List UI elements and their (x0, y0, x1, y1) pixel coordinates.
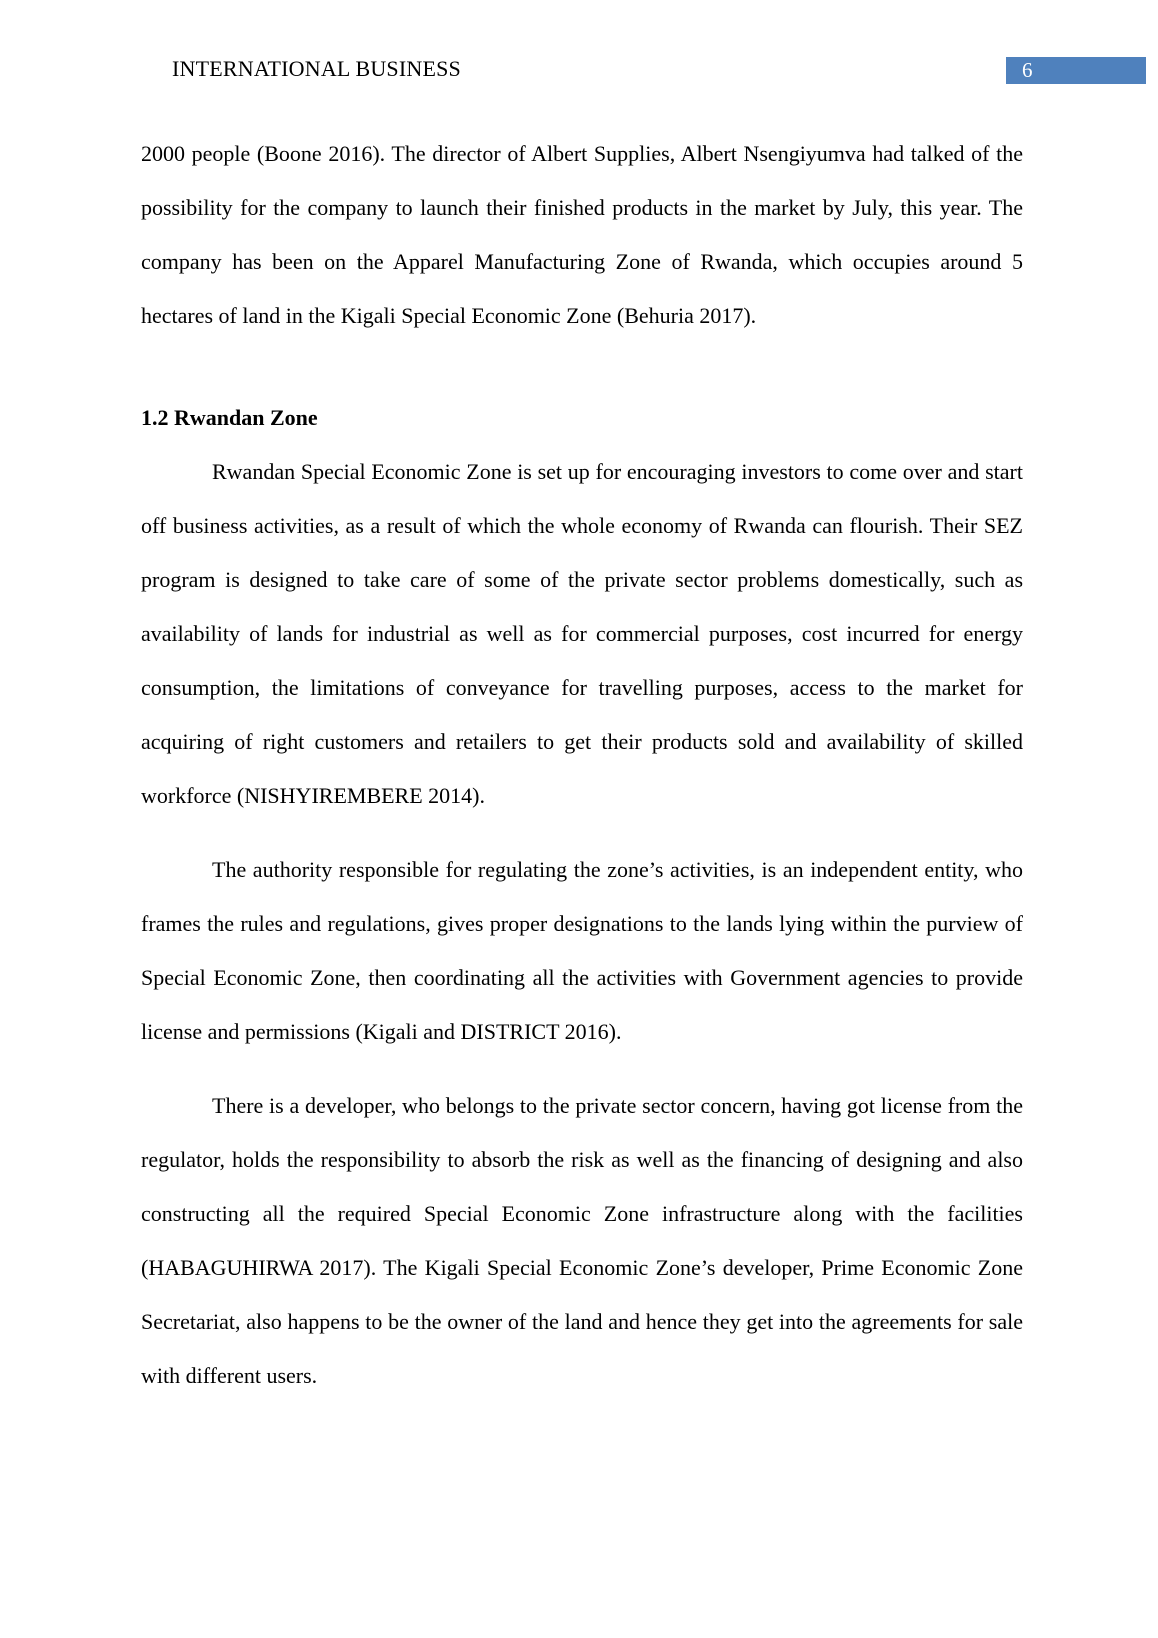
document-body (141, 127, 1023, 1403)
paragraph-sez-purpose: Rwandan Special Economic Zone is set up for encouraging investors to come over and start off business activities, as a result of which the whole economy of Rwanda can flourish. Their SEZ program is designed to take care of some of the private sector problems domestically, such as availability of lands for industrial as well as for commercial purposes, cost incurred for energy consumption, the limitations of conveyance for travelling purposes, access to the market for acquiring of right customers and retailers to get their products sold and availability of skilled workforce (NISHYIREMBERE 2014). (141, 459, 1023, 808)
page-number: 6 (1006, 57, 1146, 84)
paragraph-developer: There is a developer, who belongs to the private sector concern, having got license from the regulator, holds the responsibility to absorb the risk as well as the financing of designing and also constructing all the required Special Economic Zone infrastructure along with the facilities (HABAGUHIRWA 2017). The Kigali Special Economic Zone’s developer, Prime Economic Zone Secretariat, also happens to be the owner of the land and hence they get into the agreements for sale with different users. (141, 1093, 1023, 1388)
running-header-title: INTERNATIONAL BUSINESS (172, 56, 461, 81)
intro-paragraph: 2000 people (Boone 2016). The director of Albert Supplies, Albert Nsengiyumva had talked of the possibility for the company to launch their finished products in the market by July, this year. The company has been on the Apparel Manufacturing Zone of Rwanda, which occupies around 5 hectares of land in the Kigali Special Economic Zone (Behuria 2017). (141, 141, 1023, 328)
paragraph-regulating-authority: The authority responsible for regulating the zone’s activities, is an independent entity, who frames the rules and regulations, gives proper designations to the lands lying within the purview of Special Economic Zone, then coordinating all the activities with Government agencies to provide license and permissions (Kigali and DISTRICT 2016). (141, 857, 1023, 1044)
section-heading: 1.2 Rwandan Zone (141, 405, 318, 430)
